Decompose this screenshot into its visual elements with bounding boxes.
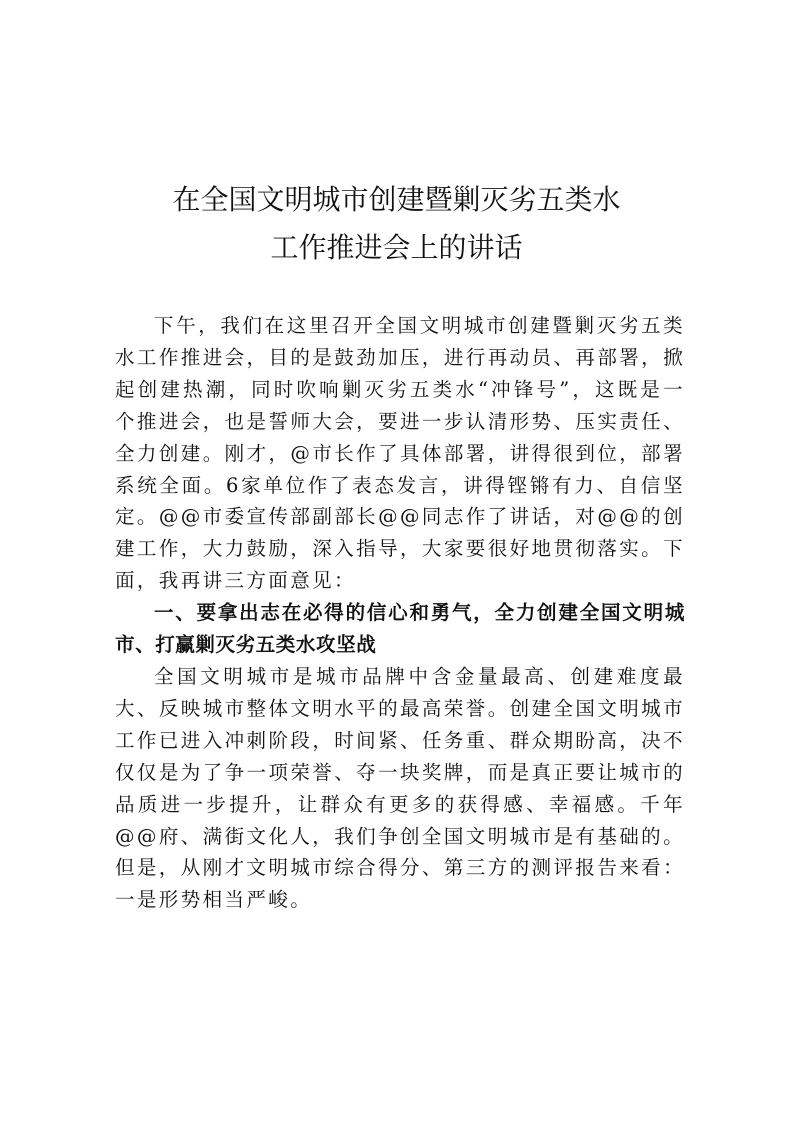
- document-title: [0, 176, 793, 272]
- section-heading-1: 一、要拿出志在必得的信心和勇气，全力创建全国文明城市、打赢剿灭劣五类水攻坚战: [115, 601, 685, 657]
- paragraph-opening: 下午，我们在这里召开全国文明城市创建暨剿灭劣五类水工作推进会，目的是鼓劲加压，进行再动员、再部署，掀起创建热潮，同时吹响剿灭劣五类水“冲锋号”，这既是一个推进会，也是誓师大会，要进一步认清形势、压实责任、全力创建。刚才，@市长作了具体部署，讲得很到位，部署系统全面。6家单位作了表态发言，讲得铿锵有力、自信坚定。@@市委宣传部副部长@@同志作了讲话，对@@的创建工作，大力鼓励，深入指导，大家要很好地贯彻落实。下面，我再讲三方面意见：: [115, 314, 685, 593]
- title-line-1: 在全国文明城市创建暨剿灭劣五类水: [172, 183, 621, 216]
- document-body: [115, 310, 685, 916]
- title-line-2: 工作推进会上的讲话: [270, 231, 523, 264]
- paragraph-section-1: 全国文明城市是城市品牌中含金量最高、创建难度最大、反映城市整体文明水平的最高荣誉。创建全国文明城市工作已进入冲刺阶段，时间紧、任务重、群众期盼高，决不仅仅是为了争一项荣誉、夺一块奖牌，而是真正要让城市的品质进一步提升，让群众有更多的获得感、幸福感。千年@@府、满街文化人，我们争创全国文明城市是有基础的。但是，从刚才文明城市综合得分、第三方的测评报告来看：一是形势相当严峻。: [115, 664, 685, 912]
